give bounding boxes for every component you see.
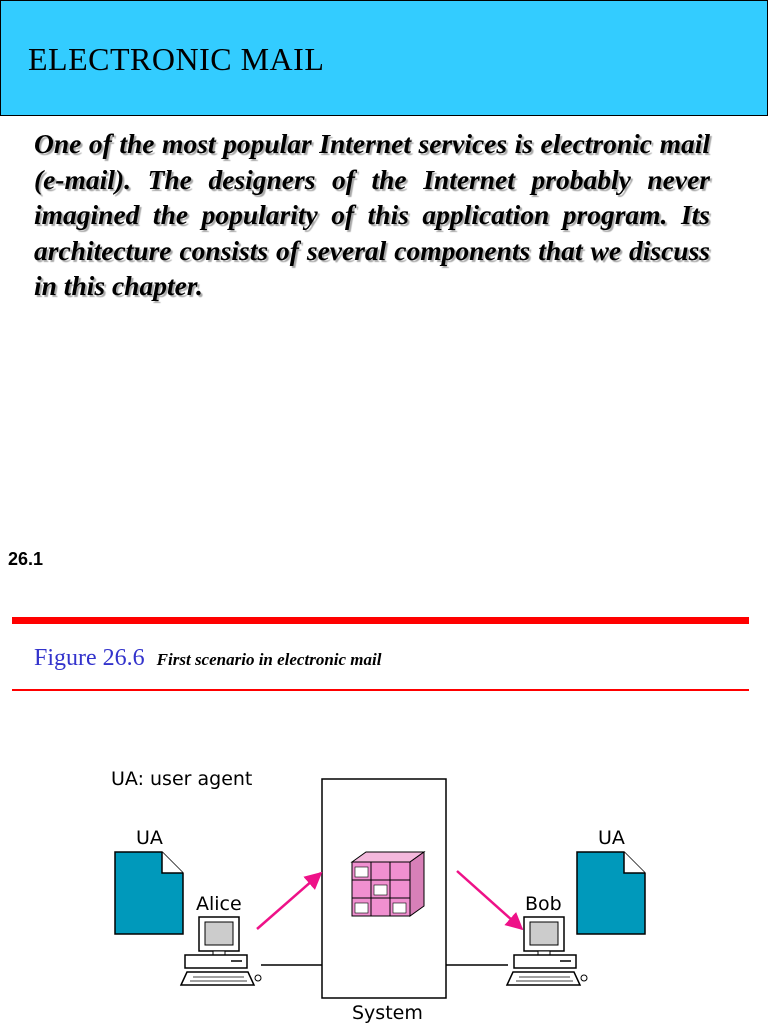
slide-title: ELECTRONIC MAIL — [28, 41, 325, 77]
send-arrow — [257, 873, 321, 929]
sender-name: Alice — [196, 893, 242, 915]
right-ua-label: UA — [598, 827, 625, 849]
slide-number: 26.1 — [8, 549, 44, 569]
alice-computer-icon — [181, 917, 261, 985]
system-label: System — [352, 1002, 423, 1024]
mailbox-icon — [352, 852, 424, 916]
slide-body-text: One of the most popular Internet services is electronic mail (e-mail). The designers of the Internet probably never imagined the popularity of this application program. Its architecture consists of several components that we discuss in this chapter. — [34, 128, 710, 301]
figure-label: Figure 26.6 — [34, 645, 145, 671]
deliver-arrow — [457, 871, 522, 929]
figure-title: First scenario in electronic mail — [156, 650, 382, 669]
receiver-name: Bob — [525, 893, 562, 915]
email-scenario-diagram — [0, 740, 768, 1024]
figure-caption — [34, 645, 381, 672]
diagram-legend: UA: user agent — [111, 768, 253, 790]
figure-bottom-rule — [12, 689, 749, 691]
left-ua-label: UA — [136, 827, 163, 849]
title-bar — [0, 0, 768, 116]
figure-top-rule — [12, 617, 749, 624]
